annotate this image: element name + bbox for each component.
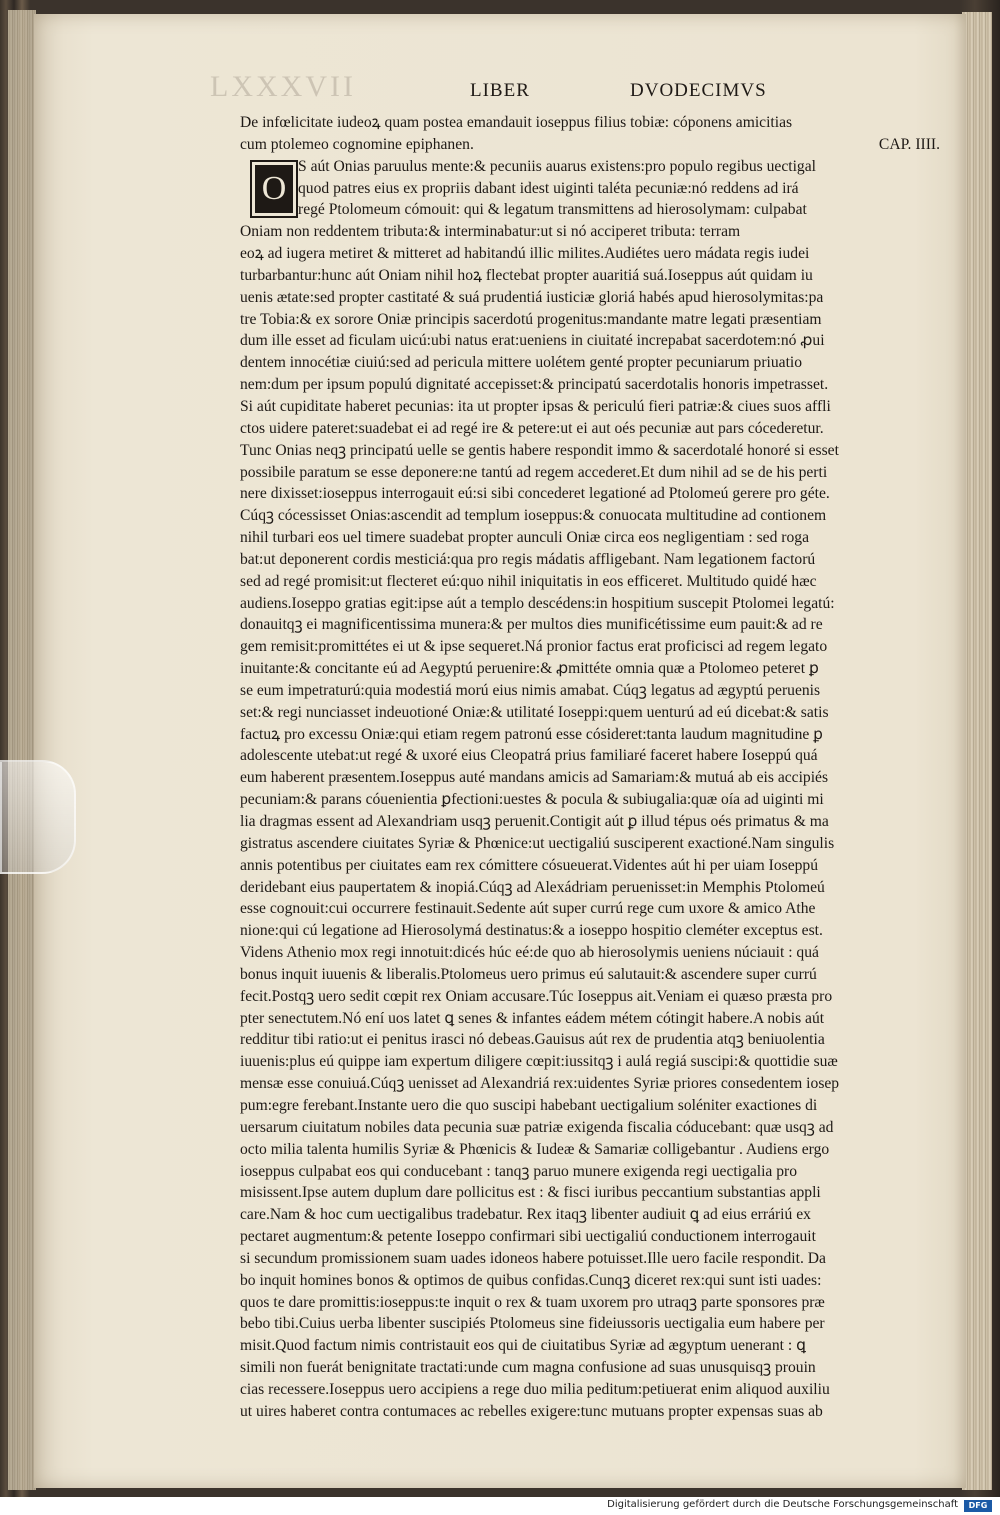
text-line: nihil turbari eos uel timere suadebat propter aunculi Oniæ circa eos negligentiam : sed roga xyxy=(240,529,809,547)
text-line: pum:egre ferebant.Instante uero die quo suscipi habebant uectigalium soléniter exactiones di xyxy=(240,1096,818,1114)
text-line: octo milia talenta humilis Syriæ & Phœnicis & Iudeæ & Samariæ colligebantur . Audiens ergo xyxy=(240,1140,830,1158)
text-line: Oniam non reddentem tributa:& interminabatur:ut si nó acciperet tributa: terram xyxy=(240,223,741,241)
text-line: uersarum ciuitatum nobiles data pecunia suæ patriæ exigenda fiscalia códucebant: quæ usqꝫ ad xyxy=(240,1118,834,1136)
text-line: annis potentibus per ciuitates eam rex cómittere cósueuerat.Videntes aút hi per uiam Ioseppú xyxy=(240,856,819,874)
text-line: deridebant eius paupertatem & inopiá.Cúqꝫ ad Alexádriam peruenisset:in Memphis Ptolomeú xyxy=(240,878,825,896)
text-line: ctos uidere pateret:suadebat ei ad regé ire & petere:ut ei aut oés pecuniæ aut pars cócederetur. xyxy=(240,419,824,437)
text-line: audiens.Ioseppo gratias egit:ipse aút a templo descédens:in hospitium suscepit Ptolomei legatú: xyxy=(240,594,835,612)
text-line: set:& regi nunciasset indeuotioné Oniæ:& utilitaté Ioseppi:quem uenturú ad eú dicebat:& satis xyxy=(240,703,829,721)
text-line: se eum impetraturú:quia modestiá morú eius nimis amabat. Cúqꝫ legatus ad ægyptú peruenis xyxy=(240,681,821,699)
text-line: inuitante:& concitante eú ad Aegyptú peruenire:& ꝓmittéte omnia quæ a Ptolomeo peteret ꝑ xyxy=(240,660,819,678)
text-line: esse cognouit:cui occurrere festinauit.Sedente aút super currú rege cum uxore & amico Athe xyxy=(240,900,816,918)
text-line: bonus inquit iuuenis & liberalis.Ptolomeus uero primus eú salutauit:& ascendere super currú xyxy=(240,965,817,983)
text-line: adolescente utebat:ut regé & uxoré eius Cleopatrá prius familiaré faceret habere Ioseppú quá xyxy=(240,747,818,765)
text-line: quod patres eius ex propriis dabant idest uiginti taléta pecuniæ:nó reddens ad irá xyxy=(298,179,799,197)
book-page-edges-right xyxy=(962,12,992,1490)
book-page-edges-left xyxy=(8,10,36,1490)
text-line: uenis ætate:sed propter castitaté & suá prudentiá iusticiæ gloriá habés apud hierosolymitas:pa xyxy=(240,288,824,306)
header-book-number: DVODECIMVS xyxy=(630,80,767,101)
text-line: possibile paratum se esse deponere:ne tantú ad regem accederet.Et dum nihil ad se de his perti xyxy=(240,463,828,481)
text-line: regé Ptolomeum cómouit: qui & legatum transmittens ad hierosolymam: culpabat xyxy=(298,201,807,219)
text-line: ioseppus culpabat eos qui conducebant : tanqꝫ paruo munere exigenda regi uectigalia pro xyxy=(240,1162,798,1180)
text-line: sed ad regé promisit:ut flecteret eú:quo nihil iniquitatis in eos efficeret. Multitudo quidé hæc xyxy=(240,572,817,590)
text-line: iuuenis:plus eú quippe iam expertum diligere cœpit:iussitqꝫ i aulá regiá suscipi:& quottidie suæ xyxy=(240,1053,838,1071)
dfg-logo: DFG xyxy=(964,1500,992,1512)
text-line: mensæ esse conuiuá.Cúqꝫ uenisset ad Alexandriá rex:uidentes Syriæ priores consedentem iosep xyxy=(240,1075,840,1093)
footer-bar xyxy=(0,1497,1000,1515)
text-line: redditur tibi ratio:ut ei penitus irasci nó debeas.Gauisus aút rex de prudentia atqꝫ beniuolentia xyxy=(240,1031,825,1049)
text-line: nere dixisset:ioseppus interrogauit eú:si sibi concederet legationé ad Ptolomeú gerere pro géte. xyxy=(240,485,830,503)
text-line: bo inquit homines bonos & optimos de quibus confidas.Cunqꝫ diceret rex:qui sunt isti uades: xyxy=(240,1271,822,1289)
text-line: fecit.Postqꝫ uero sedit cœpit rex Oniam accusare.Túc Ioseppus ait.Veniam ei quæso præsta pro xyxy=(240,987,833,1005)
text-line: Tunc Onias neqꝫ principatú uelle se gentis habere respondit immo & sacerdotalé honoré si esset xyxy=(240,441,839,459)
text-line: bebo tibi.Cuius uerba libenter suscipiés Ptolomeus sine fideiussoris uectigalia eum habere per xyxy=(240,1315,825,1333)
chapter-heading-line xyxy=(240,134,940,156)
text-line: Si aút cupiditate haberet pecunias: ita ut propter ipsas & periculú fieri patriæ:& ciues suos affli xyxy=(240,397,831,415)
text-line: care.Nam & hoc cum uectigalibus tradebatur. Rex itaqꝫ libenter audiuit ꝗ ad eius erráriú ex xyxy=(240,1206,811,1224)
chapter-heading-text: cum ptolemeo cognomine epiphanen. xyxy=(240,135,474,153)
text-line: Cúqꝫ cócessisset Onias:ascendit ad templum ioseppus:& conuocata multitudine ad contionem xyxy=(240,507,827,525)
text-block xyxy=(240,112,940,1423)
text-line: eum haberent præsentem.Ioseppus auté mandans amicis ad Samariam:& mutuá ab eis accipiés xyxy=(240,769,829,787)
text-line: pecuniam:& parans cóuenientia ꝑfectioni:uestes & pocula & subiugalia:quæ oía ad uiginti mi xyxy=(240,791,824,809)
text-line: gistratus ascendere ciuitates Syriæ & Phœnice:ut uectigaliú susciperent exactioné.Nam singulis xyxy=(240,834,835,852)
text-line: simili non fuerát benignitate tractati:unde cum magna confusione ad suas unusquisqꝫ prouin xyxy=(240,1359,816,1377)
text-line: donauitqꝫ ei magnificentissima munera:& per multos dies munificétissime eum pauit:& ad re xyxy=(240,616,823,634)
text-line: dum ille esset ad ficulam uicú:ubi natus erat:ueniens in ciuitaté increpabat sacerdotem:nó ꝓui xyxy=(240,332,825,350)
text-line: tre Tobia:& ex sorore Oniæ principis sacerdotú progenitus:mandante matre legati præsentiam xyxy=(240,310,822,328)
header-liber: LIBER xyxy=(470,80,530,101)
text-line: ut uires haberet contra contumaces ac rebelles exigere:tunc mutuans propter expensas suas ab xyxy=(240,1402,823,1420)
text-line: misissent.Ipse autem duplum dare pollicitus est : & fisci iuribus peccantium substantias appli xyxy=(240,1184,821,1202)
text-line: eoꝝ ad iugera metiret & mitteret ad habitandú illic milites.Audiétes uero mádata regis iudei xyxy=(240,245,810,263)
funding-credit: Digitalisierung gefördert durch die Deutsche Forschungsgemeinschaft xyxy=(607,1499,958,1510)
text-line: dentem innocétiæ ciuiú:sed ad pericula mittere uolétem genté propter pecuniarum priuatio xyxy=(240,354,803,372)
page-clip xyxy=(0,760,76,874)
text-line: nem:dum per ipsum populú dignitaté accepisset:& principatú sacerdotalis honoris impetrasset. xyxy=(240,376,829,394)
chapter-heading-line: De infœlicitate iudeoꝝ quam postea emandauit ioseppus filius tobiæ: cóponens amicitias xyxy=(240,114,793,131)
text-line: S aút Onias paruulus mente:& pecuniis auarus existens:pro populo regibus uectigal xyxy=(298,157,816,175)
text-line: factuꝝ pro excessu Oniæ:qui etiam regem patronú esse cósideret:tanta laudum magnitudine ꝑ xyxy=(240,725,823,743)
text-line: quos te dare promittis:ioseppus:te inquit o rex & tuam uxorem pro utraqꝫ parte sponsores præ xyxy=(240,1293,825,1311)
text-line: pter senectutem.Nó ení uos latet ꝗ senes & infantes eádem métem cótingit habere.A nobis aút xyxy=(240,1009,825,1027)
decorated-initial-letter: O xyxy=(250,160,298,218)
body-text xyxy=(240,156,940,1423)
text-line: pectaret augmentum:& petente Ioseppo confirmari sibi uectigaliú conductionem interrogauit xyxy=(240,1228,816,1246)
text-line: turbarbantur:hunc aút Oniam nihil hoꝝ flectebat propter auaritiá suá.Ioseppus aút quidam iu xyxy=(240,266,813,284)
text-line: si secundum promissionem suam uades idoneos habere potuisset.Ille uero facile respondit. Da xyxy=(240,1249,826,1267)
chapter-number: CAP. IIII. xyxy=(878,135,940,153)
text-line: bat:ut deponerent cordis mesticiá:qua pro regis mádatis affligebant. Nam legationem factorú xyxy=(240,550,816,568)
bleed-through-text: LXXXVII xyxy=(210,70,356,103)
text-line: gem remisit:promittétes ei ut & ipse sequeret.Ná pronior factus erat proficisci ad regem legato xyxy=(240,638,828,656)
text-line: cias recessere.Ioseppus uero accipiens a rege duo milia peditum:petiuerat enim aliquod auxiliu xyxy=(240,1380,830,1398)
text-line: lia dragmas essent ad Alexandriam usqꝫ peruenit.Contigit aút ꝑ illud tépus oés primatus & ma xyxy=(240,813,829,830)
text-line: misit.Quod factum nimis contristauit eos qui de ciuitatibus Syriæ ad ægyptum uenerant : ꝗ xyxy=(240,1337,807,1355)
text-line: nione:qui cú legatione ad Hierosolymá destinatus:& a ioseppo hospitio cleméter exceptus est. xyxy=(240,922,823,940)
text-line: Videns Athenio mox regi innotuit:dicés húc eé:de quo ab hierosolymis ueniens núciauit : quá xyxy=(240,944,819,962)
